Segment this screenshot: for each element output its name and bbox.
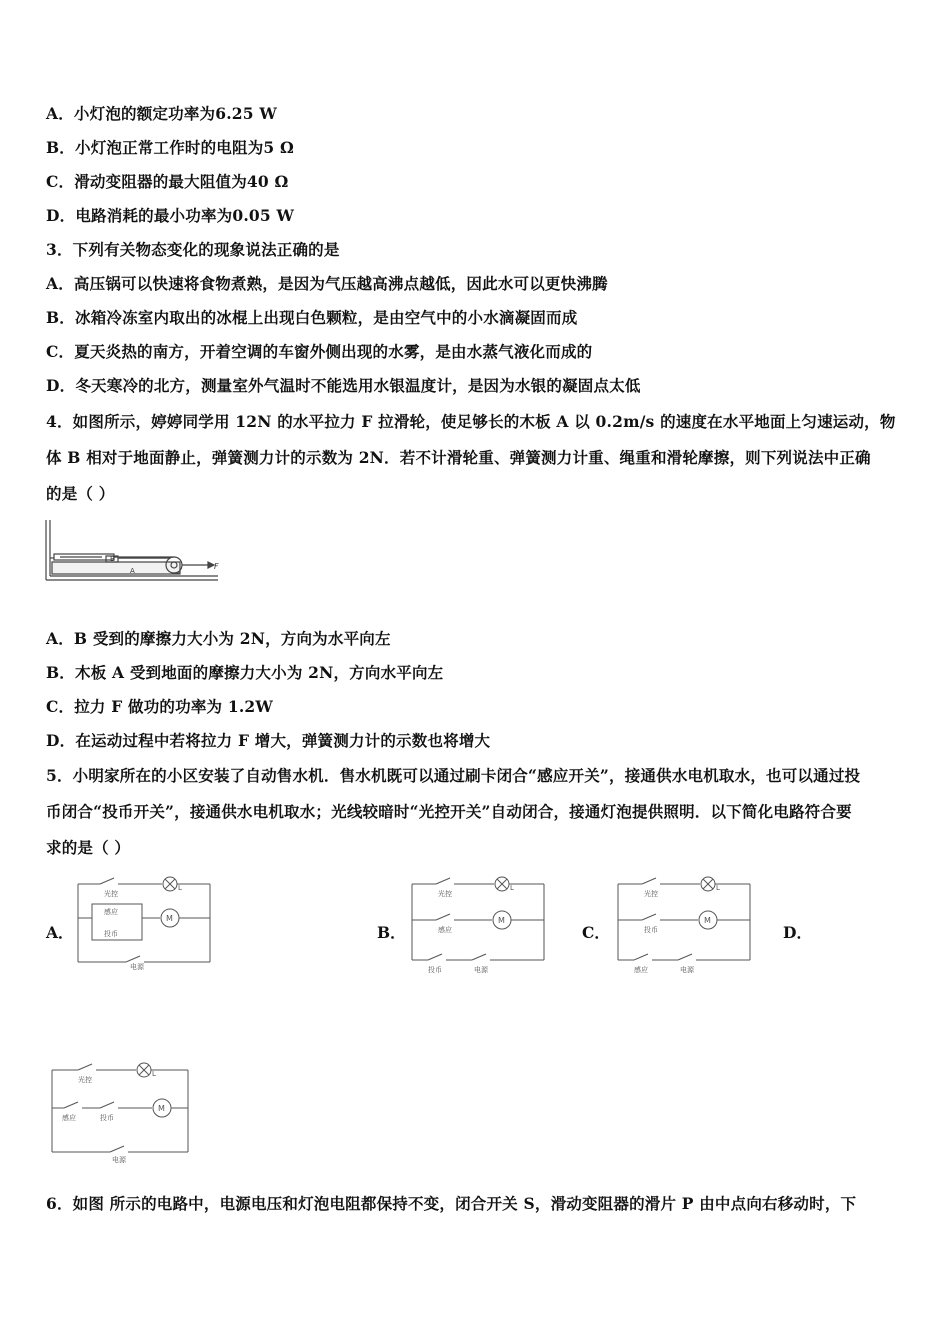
circuit-c-light-switch-label: 光控 xyxy=(644,890,658,898)
q3-option-a: A．高压锅可以快速将食物煮熟，是因为气压越高沸点越低，因此水可以更快沸腾 xyxy=(46,274,608,293)
circuit-b xyxy=(408,870,548,976)
q4-option-b: B．木板 A 受到地面的摩擦力大小为 2N，方向水平向左 xyxy=(46,663,444,682)
circuit-d-light-switch-label: 光控 xyxy=(78,1076,92,1084)
circuit-c-lamp-label: L xyxy=(716,884,720,892)
q5-label-a: A． xyxy=(46,923,74,942)
q3-option-d: D．冬天寒冷的北方，测量室外气温时不能选用水银温度计，是因为水银的凝固点太低 xyxy=(46,376,641,395)
circuit-b-light-switch-label: 光控 xyxy=(438,890,452,898)
circuit-a-coin-switch-label: 投币 xyxy=(104,930,118,938)
q4-stem-line-1: 4．如图所示，婷婷同学用 12N 的水平拉力 F 拉滑轮，使足够长的木板 A 以 0.2m/s 的速度在水平地面上匀速运动，物 xyxy=(46,412,896,431)
q5-stem-line-3: 求的是（ ） xyxy=(46,838,131,857)
circuit-a-motor-label: M xyxy=(166,914,173,923)
pulley-figure xyxy=(42,518,222,586)
circuit-b-lamp-label: L xyxy=(510,884,514,892)
q5-label-d: D． xyxy=(783,923,812,942)
q4-stem-line-2: 体 B 相对于地面静止，弹簧测力计的示数为 2N．若不计滑轮重、弹簧测力计重、绳重和滑轮摩擦，则下列说法中正确 xyxy=(46,448,871,467)
q5-stem-line-2: 币闭合“投币开关”，接通供水电机取水；光线较暗时“光控开关”自动闭合，接通灯泡提供照明．以下简化电路符合要 xyxy=(46,802,852,821)
circuit-d-source-label: 电源 xyxy=(112,1156,126,1164)
circuit-b-coin-switch-label: 投币 xyxy=(428,966,442,974)
circuit-a-sense-switch-label: 感应 xyxy=(104,908,118,916)
q5-stem-line-1: 5．小明家所在的小区安装了自动售水机．售水机既可以通过刷卡闭合“感应开关”，接通供水电机取水，也可以通过投 xyxy=(46,766,861,785)
circuit-d-sense-switch-label: 感应 xyxy=(62,1114,76,1122)
circuit-d-lamp-label: L xyxy=(152,1070,156,1078)
q4-option-d: D．在运动过程中若将拉力 F 增大，弹簧测力计的示数也将增大 xyxy=(46,731,491,750)
q5-label-c: C． xyxy=(582,923,610,942)
q4-option-c: C．拉力 F 做功的功率为 1.2W xyxy=(46,697,274,716)
circuit-b-sense-switch-label: 感应 xyxy=(438,926,452,934)
circuit-c xyxy=(614,870,754,976)
circuit-b-motor-label: M xyxy=(498,916,505,925)
circuit-c-sense-switch-label: 感应 xyxy=(634,966,648,974)
circuit-d-coin-switch-label: 投币 xyxy=(100,1114,114,1122)
q2-option-c: C．滑动变阻器的最大阻值为40 Ω xyxy=(46,172,289,191)
circuit-a-light-switch-label: 光控 xyxy=(104,890,118,898)
circuit-a-lamp-label: L xyxy=(178,884,182,892)
circuit-b-source-label: 电源 xyxy=(474,966,488,974)
board-a-label: A xyxy=(130,567,135,575)
q6-stem: 6．如图 所示的电路中，电源电压和灯泡电阻都保持不变，闭合开关 S，滑动变阻器的滑片 P 由中点向右移动时，下 xyxy=(46,1194,857,1213)
circuit-d-motor-label: M xyxy=(158,1104,165,1113)
circuit-c-coin-switch-label: 投币 xyxy=(644,926,658,934)
circuit-a xyxy=(74,870,214,970)
q2-option-b: B．小灯泡正常工作时的电阻为5 Ω xyxy=(46,138,294,157)
q2-option-d: D．电路消耗的最小功率为0.05 W xyxy=(46,206,295,225)
q3-option-c: C．夏天炎热的南方，开着空调的车窗外侧出现的水雾，是由水蒸气液化而成的 xyxy=(46,342,593,361)
q4-stem-line-3: 的是（ ） xyxy=(46,484,115,503)
circuit-d xyxy=(48,1056,192,1164)
circuit-c-source-label: 电源 xyxy=(680,966,694,974)
circuit-c-motor-label: M xyxy=(704,916,711,925)
q3-stem: 3．下列有关物态变化的现象说法正确的是 xyxy=(46,240,340,259)
q2-option-a: A．小灯泡的额定功率为6.25 W xyxy=(46,104,277,123)
block-b-label: B xyxy=(110,555,115,563)
force-f-label: F xyxy=(214,562,219,571)
q4-option-a: A．B 受到的摩擦力大小为 2N，方向为水平向左 xyxy=(46,629,391,648)
circuit-a-source-label: 电源 xyxy=(130,963,144,970)
q5-label-b: B． xyxy=(377,923,406,942)
q3-option-b: B．冰箱冷冻室内取出的冰棍上出现白色颗粒，是由空气中的小水滴凝固而成 xyxy=(46,308,578,327)
